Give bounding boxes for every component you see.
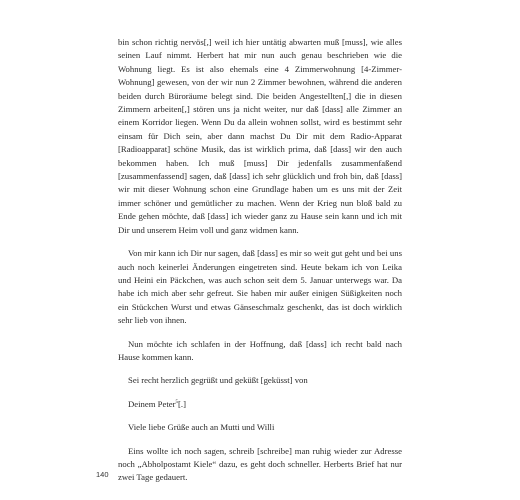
paragraph-3: Nun möchte ich schlafen in der Hoffnung, daß [dass] ich recht bald nach Hause kommen kann. bbox=[118, 338, 402, 362]
greeting-line: Sei recht herzlich gegrüßt und geküßt [geküsst] von bbox=[128, 375, 308, 386]
letter-body bbox=[118, 36, 402, 485]
signature-line bbox=[118, 398, 402, 411]
paragraph-2: Von mir kann ich Dir nur sagen, daß [dass] es mir so weit gut geht und bei uns auch noch keinerlei Änderungen eingetreten sind. Heute bekam ich von Leika und Heini ein Päckchen, was auch schon seit dem 5. Januar unterwegs war. Da habe ich mich aber sehr gefreut. Sie haben mir außer einigen Süßigkeiten noch ein Stückchen Wurst und etwas Gänseschmalz geschenkt, das ist doch wirklich sehr lieb von ihnen. bbox=[118, 248, 402, 326]
paragraph-1: bin schon richtig nervös[,] weil ich hier untätig abwarten muß [muss], wie alles seinen Lauf nimmt. Herbert hat mir nun auch genau beschrieben wie die Wohnung liegt. Es ist also ehemals eine 4 Zimmerwohnung [4-Zimmer-Wohnung] gewesen, von der wir nun 2 Zimmer bewohnen, während die anderen beiden durch Büroräume belegt sind. Die beiden Angestellten[,] die in diesen Zimmern arbeiten[,] stören uns ja nicht weiter, nur daß [dass] alle Zimmer an einem Korridor liegen. Wenn Du da allein wohnen sollst, wird es bestimmt sehr einsam für Dich sein, aber dann machst Du Dir mit dem Radio-Apparat [Radioapparat] schöne Musik, das ist wirklich prima, daß [dass] wir den auch bekommen haben. Ich muß [muss] Dir jedenfalls zusammenfaßend [zusammenfassend] sagen, daß [dass] ich sehr glücklich und froh bin, daß [dass] wir mit dieser Wohnung schon eine Grundlage haben um es uns mit der Zeit immer schöner und gemütlicher zu machen. Wenn der Krieg nun bloß bald zu Ende gehen möchte, daß [dass] ich wieder ganz zu Hause sein kann und ich mit Dir und unserem Heim voll und ganz widmen kann. bbox=[118, 37, 402, 235]
postscript: Eins wollte ich noch sagen, schreib [schreibe] man ruhig wieder zur Adresse noch „Abholpostamt Kiele“ dazu, es geht doch schneller. Herberts Brief hat nur zwei Tage gedauert. bbox=[118, 445, 402, 483]
page-number: 140 bbox=[96, 470, 109, 479]
closing-line: Viele liebe Grüße auch an Mutti und Willi bbox=[128, 422, 275, 433]
signature-name: Deinem Peter bbox=[128, 398, 176, 409]
footnote-marker: 5 bbox=[175, 399, 179, 405]
signature-suffix: [.] bbox=[178, 398, 186, 409]
